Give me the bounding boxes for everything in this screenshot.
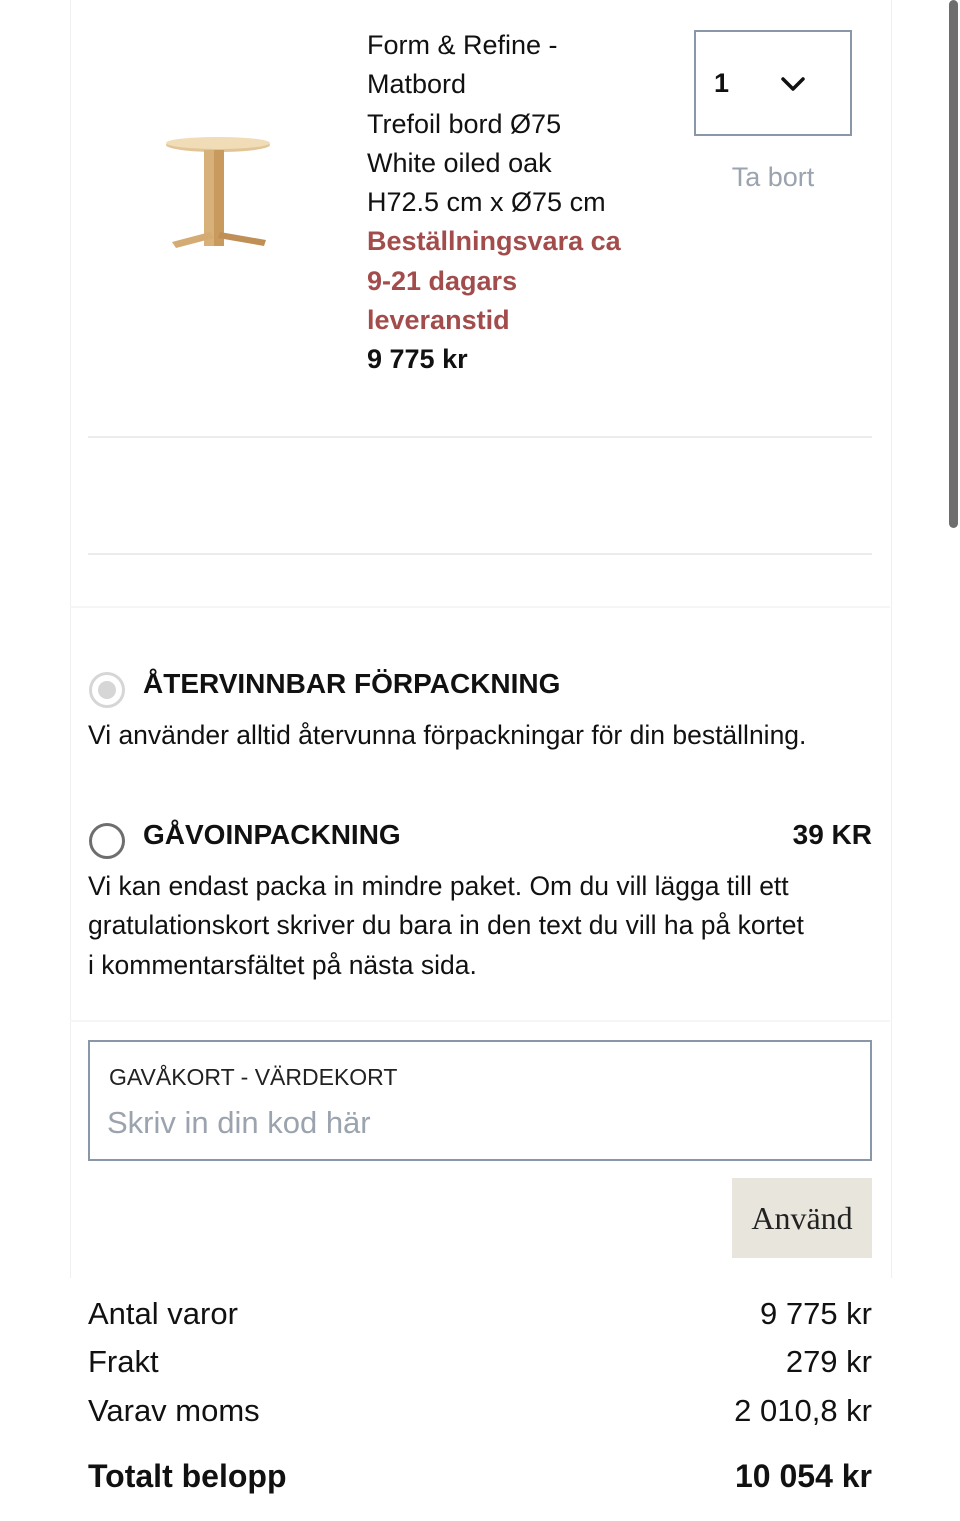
- divider: [88, 436, 872, 438]
- remove-item-button[interactable]: Ta bort: [731, 162, 815, 192]
- total-label: Totalt belopp: [88, 1458, 287, 1494]
- dining-table-icon: [160, 128, 280, 254]
- product-name[interactable]: Form & Refine -: [367, 30, 558, 60]
- divider: [88, 553, 872, 555]
- total-value: 10 054 kr: [734, 1458, 872, 1494]
- gift-wrap-price: 39 KR: [792, 819, 872, 850]
- chevron-down-icon: [780, 76, 806, 92]
- product-price: 9 775 kr: [367, 344, 468, 375]
- scrollbar[interactable]: [949, 0, 958, 528]
- gift-wrap-desc-line: i kommentarsfältet på nästa sida.: [88, 949, 477, 980]
- shipping-label: Frakt: [88, 1344, 159, 1379]
- gift-card-label: GAVÅKORT - VÄRDEKORT: [109, 1064, 398, 1090]
- product-variant: Trefoil bord Ø75: [367, 108, 562, 139]
- gift-wrap-title: GÅVOINPACKNING: [143, 819, 401, 850]
- items-label: Antal varor: [88, 1296, 238, 1331]
- section-separator: [70, 606, 890, 608]
- gift-card-field[interactable]: [88, 1040, 872, 1161]
- vat-value: 2 010,8 kr: [734, 1393, 872, 1428]
- section-separator: [70, 1020, 890, 1022]
- gift-card-input[interactable]: [107, 1102, 847, 1144]
- product-finish: White oiled oak: [367, 147, 552, 178]
- gift-wrap-description: [88, 867, 878, 985]
- product-name-line2[interactable]: Matbord: [367, 69, 467, 100]
- gift-wrap-desc-line: gratulationskort skriver du bara in den text du vill ha på kortet: [88, 910, 804, 941]
- recyclable-packaging-radio[interactable]: [89, 672, 125, 708]
- recyclable-packaging-description: Vi använder alltid återvunna förpackningar för din beställning.: [88, 720, 807, 750]
- quantity-value: 1: [714, 68, 730, 98]
- items-value: 9 775 kr: [759, 1296, 872, 1331]
- apply-gift-card-button[interactable]: Använd: [732, 1178, 872, 1258]
- quantity-select[interactable]: [694, 30, 852, 136]
- vat-label: Varav moms: [88, 1393, 260, 1428]
- product-dimensions: H72.5 cm x Ø75 cm: [367, 187, 606, 218]
- stock-status-line3: leveranstid: [367, 305, 510, 336]
- gift-wrap-radio[interactable]: [89, 823, 125, 859]
- stock-status: Beställningsvara ca: [367, 226, 621, 257]
- product-info: [367, 26, 667, 380]
- shipping-value: 279 kr: [785, 1344, 872, 1379]
- stock-status-line2: 9-21 dagars: [367, 265, 518, 296]
- recyclable-packaging-title: ÅTERVINNBAR FÖRPACKNING: [143, 668, 561, 699]
- gift-wrap-desc-line: Vi kan endast packa in mindre paket. Om du vill lägga till ett: [88, 871, 789, 901]
